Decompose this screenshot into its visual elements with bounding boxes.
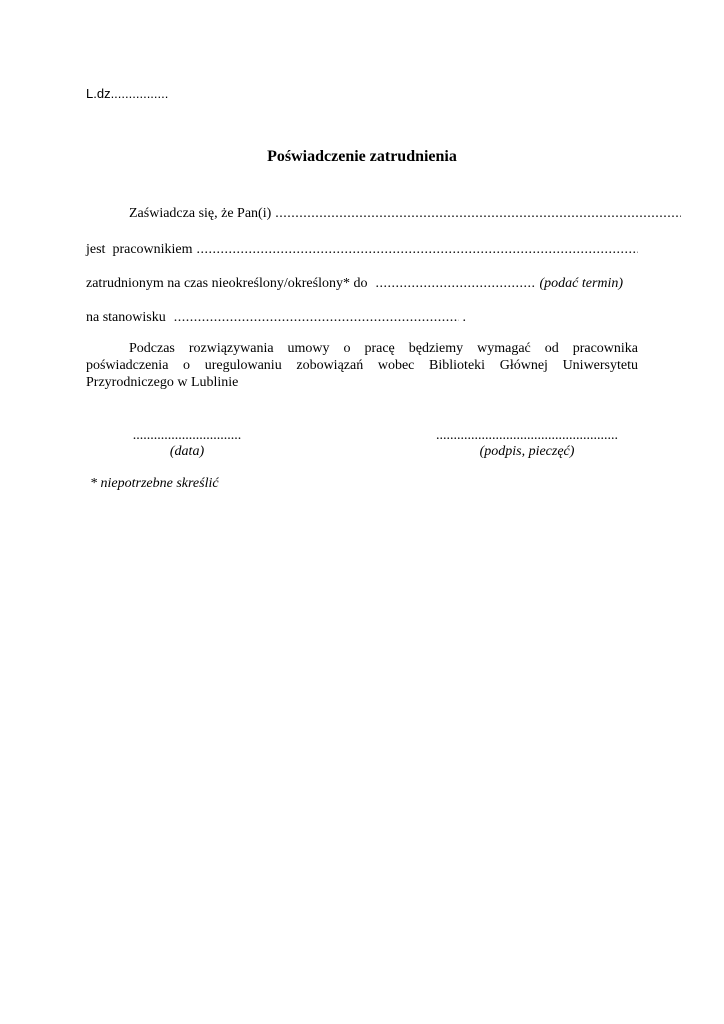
footnote: * niepotrzebne skreślić xyxy=(90,476,219,491)
employee-line xyxy=(86,240,638,260)
employee-line-label: jest pracownikiem xyxy=(86,242,193,257)
date-label: (data) xyxy=(169,444,205,459)
date-block xyxy=(128,428,246,460)
employment-term-note: (podać termin) xyxy=(539,276,624,291)
name-line xyxy=(86,204,681,224)
signature-label: (podpis, pieczęć) xyxy=(479,444,575,459)
position-line xyxy=(86,308,466,328)
settlement-paragraph: Podczas rozwiązywania umowy o pracę będziemy wymagać od pracownika poświadczenia o uregulowaniu zobowiązań wobec Biblioteki Głównej Uniwersytetu Przyrodniczego w Lublinie xyxy=(86,341,638,390)
employment-term-line xyxy=(86,274,638,294)
reference-number: L.dz................ xyxy=(86,86,169,101)
name-line-label: Zaświadcza się, że Pan(i) xyxy=(129,206,272,221)
signature-dots: .................................................... xyxy=(436,428,618,443)
employment-term-label: zatrudnionym na czas nieokreślony/określony* do xyxy=(86,276,368,291)
date-dots: ............................... xyxy=(132,428,242,443)
position-line-end: . xyxy=(459,310,466,325)
document-title: Poświadczenie zatrudnienia xyxy=(267,148,457,165)
employment-term-dots xyxy=(371,274,535,294)
name-line-dots xyxy=(271,204,681,224)
position-line-dots xyxy=(170,308,459,328)
position-line-label: na stanowisku xyxy=(86,310,166,325)
signature-block xyxy=(428,428,626,460)
employee-line-dots xyxy=(193,240,638,260)
